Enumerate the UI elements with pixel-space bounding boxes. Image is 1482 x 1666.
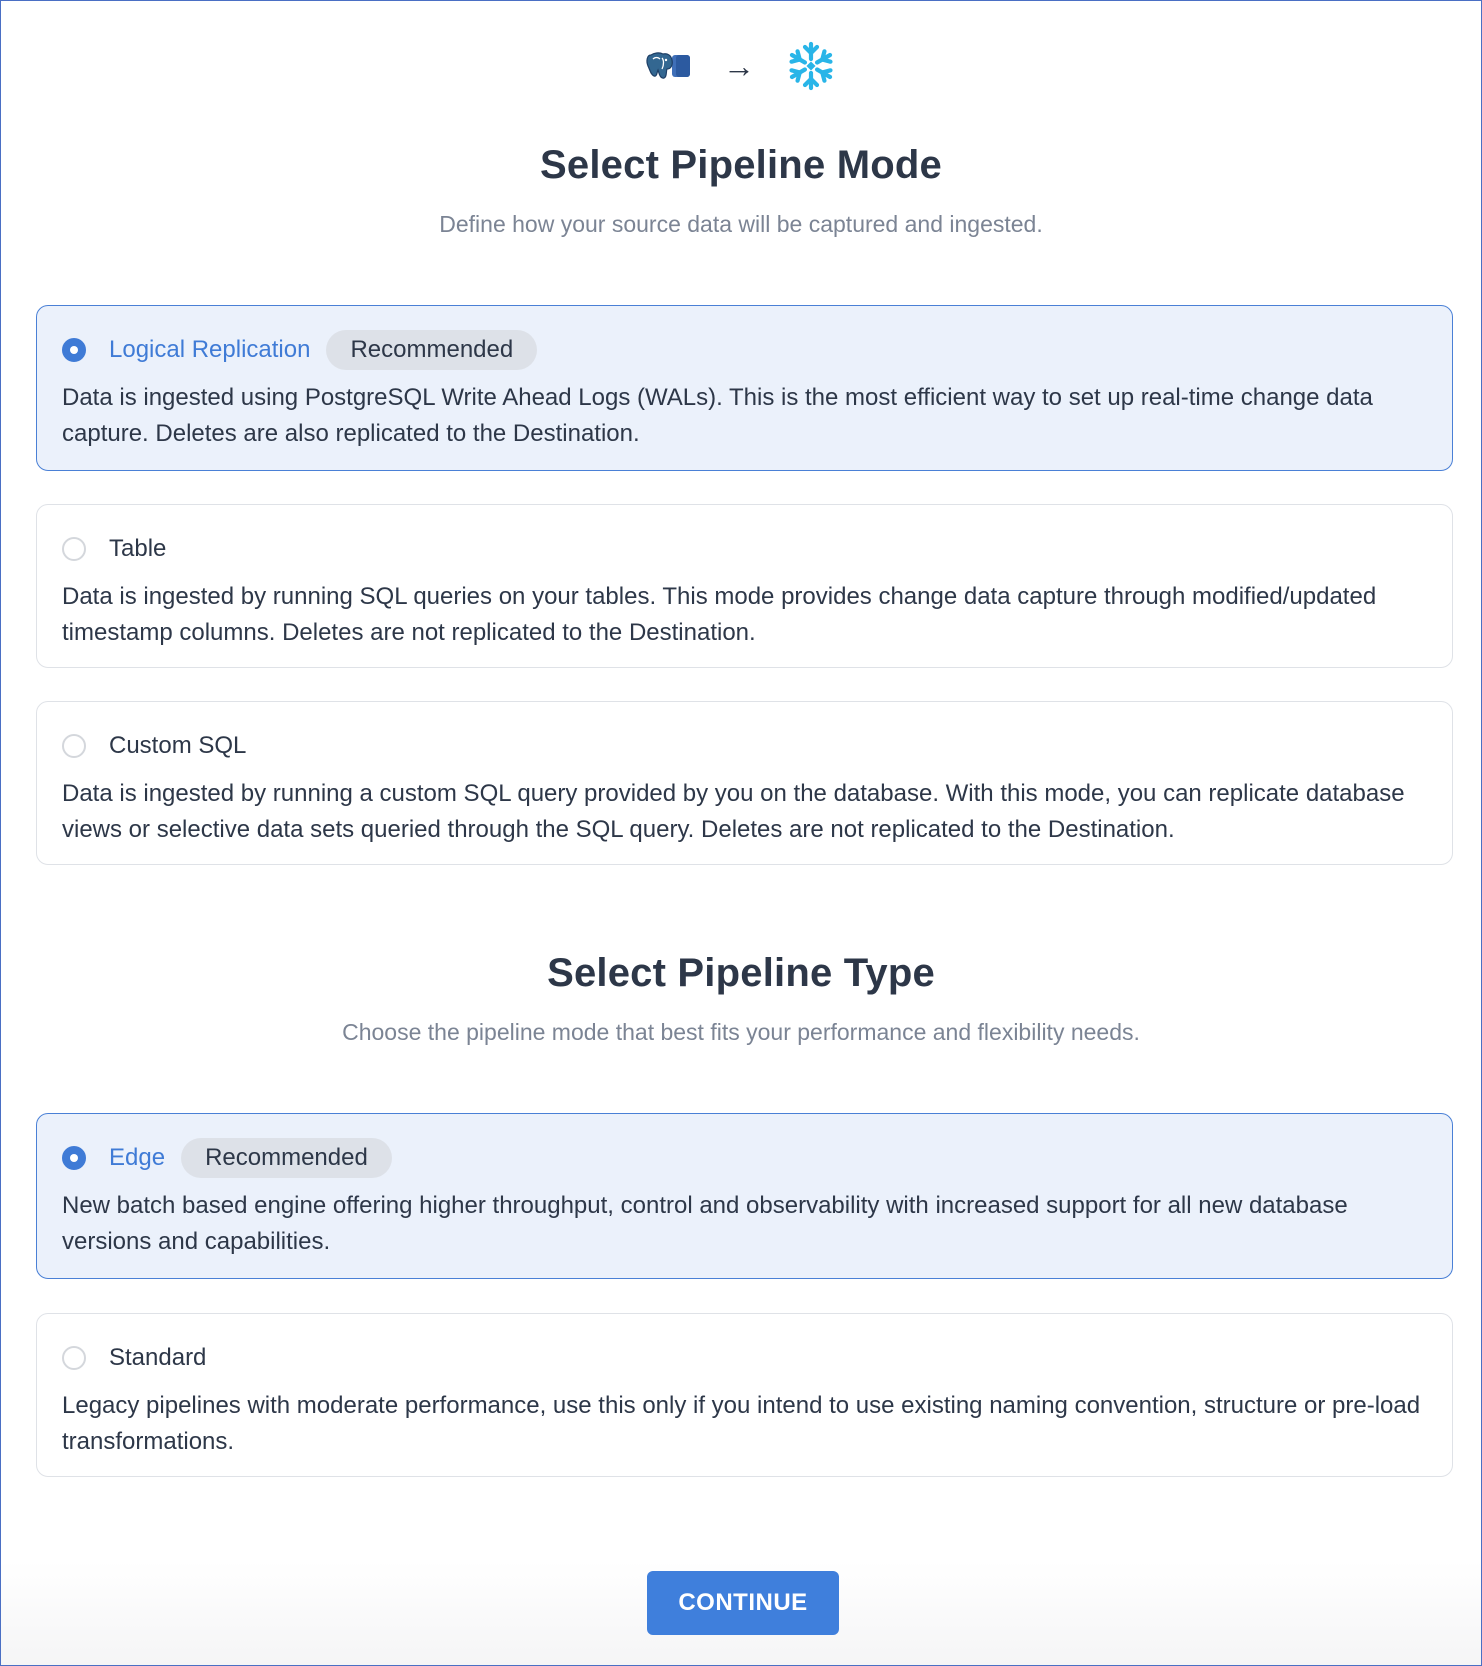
radio-button[interactable] <box>62 1346 86 1370</box>
mode-option-logical-replication[interactable] <box>36 305 1453 471</box>
option-title: Table <box>109 535 167 562</box>
option-title: Custom SQL <box>109 732 247 759</box>
pipeline-mode-title: Select Pipeline Mode <box>540 143 942 187</box>
radio-button-selected[interactable] <box>62 338 86 362</box>
option-description: Legacy pipelines with moderate performance, use this only if you intend to use existing naming convention, structure or pre-load transformations. <box>62 1392 1421 1455</box>
mode-option-table[interactable] <box>36 504 1453 668</box>
snowflake-icon <box>785 40 837 92</box>
mode-option-custom-sql[interactable] <box>36 701 1453 865</box>
pipeline-type-subtitle: Choose the pipeline mode that best fits your performance and flexibility needs. <box>342 1019 1140 1045</box>
option-description: Data is ingested by running a custom SQL query provided by you on the database. With this mode, you can replicate database views or selective data sets queried through the SQL query. Deletes are not replicated to the Destination. <box>62 780 1405 843</box>
option-description: Data is ingested using PostgreSQL Write Ahead Logs (WALs). This is the most efficient way to set up real-time change data capture. Deletes are also replicated to the Destination. <box>62 384 1373 447</box>
option-description: Data is ingested by running SQL queries on your tables. This mode provides change data capture through modified/updated timestamp columns. Deletes are not replicated to the Destination. <box>62 583 1377 646</box>
arrow-right-icon: → <box>723 48 755 84</box>
option-description: New batch based engine offering higher throughput, control and observability with increased support for all new database versions and capabilities. <box>62 1192 1348 1255</box>
postgresql-elephant-icon <box>645 49 693 83</box>
continue-button[interactable]: CONTINUE <box>647 1571 839 1635</box>
radio-button[interactable] <box>62 537 86 561</box>
pipeline-mode-subtitle: Define how your source data will be captured and ingested. <box>439 211 1043 237</box>
radio-button-selected[interactable] <box>62 1146 86 1170</box>
recommended-badge: Recommended <box>326 330 537 370</box>
option-title: Edge <box>109 1144 166 1171</box>
type-option-edge[interactable] <box>36 1113 1453 1279</box>
connector-header <box>1 41 1481 91</box>
pipeline-type-title: Select Pipeline Type <box>547 951 935 995</box>
recommended-badge: Recommended <box>181 1138 392 1178</box>
radio-button[interactable] <box>62 734 86 758</box>
type-option-standard[interactable] <box>36 1313 1453 1477</box>
option-title: Logical Replication <box>109 336 311 363</box>
option-title: Standard <box>109 1344 207 1371</box>
